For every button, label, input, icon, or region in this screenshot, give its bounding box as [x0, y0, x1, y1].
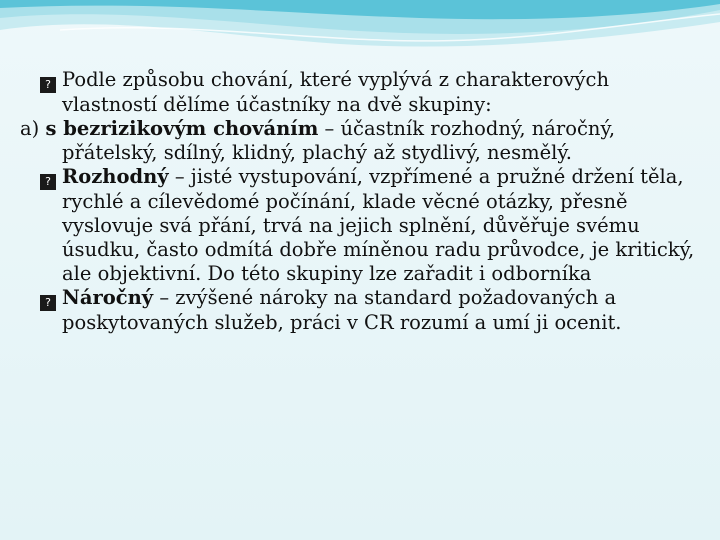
- paragraph-rozhodny: [20, 165, 700, 286]
- paragraph-text: Podle způsobu chování, které vyplývá z charakterových vlastností dělíme účastníky na dvě skupiny:: [62, 68, 610, 116]
- bullet-icon: ?: [40, 77, 56, 93]
- paragraph-heading: Rozhodný: [62, 165, 169, 188]
- paragraph-narocny: [20, 286, 700, 335]
- slide-body: [20, 68, 700, 335]
- paragraph-text: – zvýšené nároky na standard požadovaných a poskytovaných služeb, práci v CR rozumí a umí ji ocenit.: [62, 286, 622, 334]
- bullet-icon: ?: [40, 174, 56, 190]
- paragraph-heading: Náročný: [62, 286, 154, 309]
- paragraph-text: – jisté vystupování, vzpřímené a pružné držení těla, rychlé a cílevědomé počínání, klade věcné otázky, přesně vyslovuje svá přání, trvá na jejich splnění, důvěřuje svému úsudku, často odmítá dobře míněnou radu průvodce, je kritický, ale objektivní. Do této skupiny lze zařadit i odborníka: [62, 165, 695, 285]
- header-wave-decoration: [0, 0, 720, 70]
- paragraph-group-a: [20, 117, 700, 165]
- paragraph-text: – účastník rozhodný, náročný, přátelský, sdílný, klidný, plachý až stydlivý, nesmělý.: [62, 117, 616, 164]
- bullet-icon: ?: [40, 295, 56, 311]
- list-prefix: a): [20, 117, 46, 140]
- paragraph-heading: s bezrizikovým chováním: [45, 117, 319, 140]
- paragraph-intro: [20, 68, 700, 117]
